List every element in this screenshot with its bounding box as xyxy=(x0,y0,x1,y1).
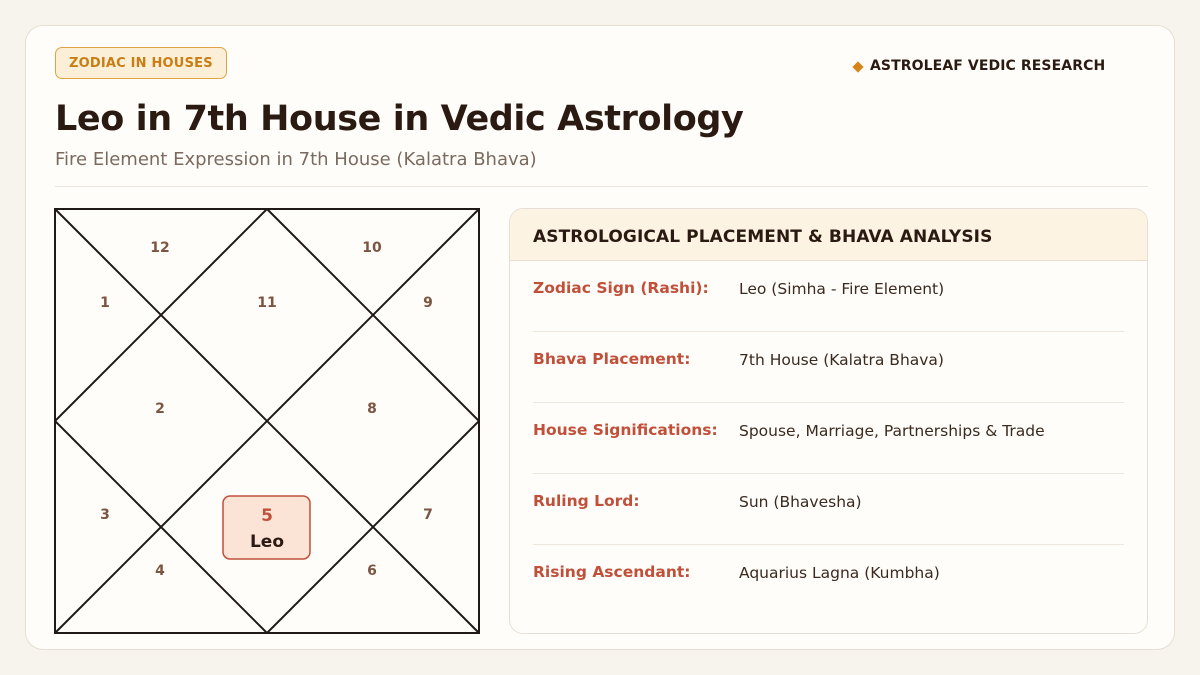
house-number: 11 xyxy=(257,295,277,311)
house-number: 6 xyxy=(367,563,377,579)
row-value: Spouse, Marriage, Partnerships & Trade xyxy=(739,422,1045,440)
north-indian-chart xyxy=(54,208,480,634)
analysis-row xyxy=(533,403,1124,474)
house-number: 12 xyxy=(150,240,170,256)
analysis-panel xyxy=(509,208,1148,634)
analysis-row xyxy=(533,261,1124,332)
brand xyxy=(854,58,1105,74)
brand-name: ASTROLEAF VEDIC RESEARCH xyxy=(870,58,1106,74)
house-number: 3 xyxy=(100,507,110,523)
house-number: 10 xyxy=(362,240,382,256)
row-label: Zodiac Sign (Rashi): xyxy=(533,279,709,297)
row-value: Sun (Bhavesha) xyxy=(739,493,862,511)
row-value: Aquarius Lagna (Kumbha) xyxy=(739,564,940,582)
chart-svg xyxy=(54,208,480,634)
panel-heading: ASTROLOGICAL PLACEMENT & BHAVA ANALYSIS xyxy=(510,209,1147,261)
header-divider xyxy=(55,186,1148,187)
highlight-house-number: 5 xyxy=(261,506,273,526)
row-value: 7th House (Kalatra Bhava) xyxy=(739,351,944,369)
page-subtitle: Fire Element Expression in 7th House (Kalatra Bhava) xyxy=(55,149,537,170)
row-label: Ruling Lord: xyxy=(533,492,640,510)
row-label: House Significations: xyxy=(533,421,718,439)
analysis-list xyxy=(533,261,1124,615)
category-tag[interactable]: ZODIAC IN HOUSES xyxy=(55,47,227,79)
analysis-row xyxy=(533,545,1124,615)
house-number: 2 xyxy=(155,401,165,417)
house-number: 4 xyxy=(155,563,165,579)
analysis-row xyxy=(533,332,1124,403)
house-number: 8 xyxy=(367,401,377,417)
card xyxy=(25,25,1175,650)
diamond-icon xyxy=(852,61,863,72)
row-value: Leo (Simha - Fire Element) xyxy=(739,280,945,298)
house-number: 9 xyxy=(423,295,433,311)
house-number: 1 xyxy=(100,295,110,311)
row-label: Rising Ascendant: xyxy=(533,563,691,581)
highlight-sign: Leo xyxy=(249,532,285,552)
house-number: 7 xyxy=(423,507,433,523)
analysis-row xyxy=(533,474,1124,545)
highlighted-house[interactable] xyxy=(223,496,310,559)
row-label: Bhava Placement: xyxy=(533,350,691,368)
page-title: Leo in 7th House in Vedic Astrology xyxy=(55,99,744,139)
